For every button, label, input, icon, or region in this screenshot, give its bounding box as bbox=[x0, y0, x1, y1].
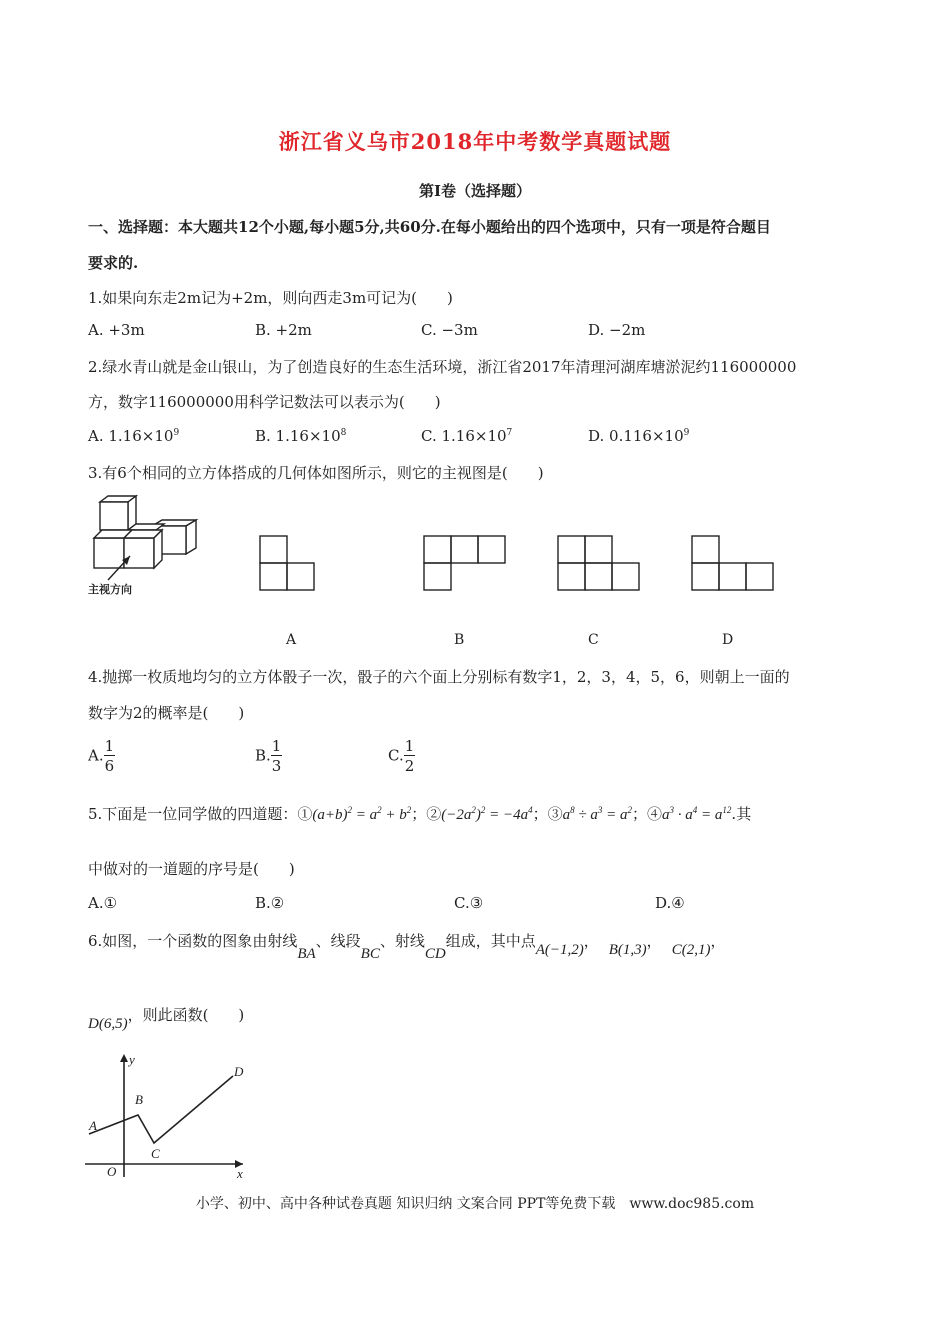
q3-option-d-label: D bbox=[722, 632, 734, 648]
q2-option-a: A. $1.16\times 10^9$ bbox=[88, 427, 180, 445]
q6-graph-origin-label: O bbox=[107, 1164, 117, 1179]
q5-option-b: B.② bbox=[255, 894, 285, 912]
q5-option-c: C.③ bbox=[454, 894, 484, 912]
q3-option-b-figure bbox=[424, 536, 508, 592]
q3-option-b-label: B bbox=[454, 632, 465, 648]
q5-stem-line1: 5.下面是一位同学做的四道题：$①(a+b)^2 = a^2 + b^2$；$②(-2a^2)^2 = -4a^4$；$③a^8 \div a^3 = a^2$；$④a^3 \cdot a^4 = a^{12}$.其 bbox=[88, 805, 752, 823]
q1-option-b: B. +2m bbox=[255, 321, 312, 339]
q2-option-c: C. $1.16\times 10^7$ bbox=[421, 427, 513, 445]
section-instructions-line1: 一、选择题：本大题共12个小题,每小题5分,共60分.在每小题给出的四个选项中，只有一项是符合题目 bbox=[88, 218, 771, 236]
q3-option-a-label: A bbox=[286, 632, 297, 648]
q6-stem-line1: 6.如图，一个函数的图象由射线BA、线段BC、射线CD组成，其中点A(−1,2)， B(1,3)， C(2,1)， bbox=[88, 932, 726, 962]
q3-option-a-figure bbox=[260, 536, 320, 592]
q1-option-c: C. −3m bbox=[421, 321, 478, 339]
q5-stem-line2: 中做对的一道题的序号是( ) bbox=[88, 860, 295, 878]
q6-stem-line2: D(6,5)，则此函数( ) bbox=[88, 1006, 245, 1032]
q6-graph-y-label: y bbox=[129, 1052, 135, 1067]
q3-option-d-figure bbox=[692, 536, 776, 592]
q2-stem-line1: 2.绿水青山就是金山银山，为了创造良好的生态生活环境，浙江省2017年清理河湖库塘淤泥约116000000 bbox=[88, 358, 797, 376]
q5-option-d: D.④ bbox=[655, 894, 685, 912]
q4-option-a: A. $\frac{1}{6}$ bbox=[88, 737, 115, 775]
q6-graph-point-b-label: B bbox=[135, 1092, 143, 1107]
q2-option-b: B. $1.16\times 10^8$ bbox=[255, 427, 347, 445]
q5-option-a: A.① bbox=[88, 894, 118, 912]
q1-option-d: D. −2m bbox=[588, 321, 646, 339]
q3-option-c-label: C bbox=[588, 632, 599, 648]
section-instructions-line2: 要求的. bbox=[88, 254, 139, 272]
q3-view-direction-label: 主视方向 bbox=[88, 583, 132, 596]
q1-stem: 1.如果向东走2m记为+2m，则向西走3m可记为( ) bbox=[88, 289, 453, 307]
q3-option-c-figure bbox=[558, 536, 642, 592]
q4-option-c: C. $\frac{1}{2}$ bbox=[388, 737, 415, 775]
q6-graph-point-a-label: A bbox=[89, 1118, 97, 1133]
q6-function-graph bbox=[85, 1052, 255, 1182]
page-title: 浙江省义乌市2018年中考数学真题试题 bbox=[278, 129, 672, 154]
q2-option-d: D. $0.116\times 10^9$ bbox=[588, 427, 690, 445]
q6-graph-point-d-label: D bbox=[234, 1064, 244, 1079]
q6-graph-point-c-label: C bbox=[151, 1146, 160, 1161]
q1-option-a: A. +3m bbox=[88, 321, 145, 339]
q2-stem-line2: 方，数字116000000用科学记数法可以表示为( ) bbox=[88, 393, 441, 411]
q3-stem: 3.有6个相同的立方体搭成的几何体如图所示，则它的主视图是( ) bbox=[88, 464, 544, 482]
q4-option-b: B. $\frac{1}{3}$ bbox=[255, 737, 282, 775]
q4-stem-line1: 4.抛掷一枚质地均匀的立方体骰子一次，骰子的六个面上分别标有数字1，2，3，4，5，6，则朝上一面的 bbox=[88, 668, 790, 686]
q4-stem-line2: 数字为2的概率是( ) bbox=[88, 704, 245, 722]
volume-heading: 第Ⅰ卷（选择题） bbox=[418, 182, 532, 200]
q6-graph-x-label: x bbox=[237, 1166, 243, 1181]
page-footer: 小学、初中、高中各种试卷真题 知识归纳 文案合同 PPT等免费下载 www.doc985.com bbox=[195, 1196, 755, 1212]
